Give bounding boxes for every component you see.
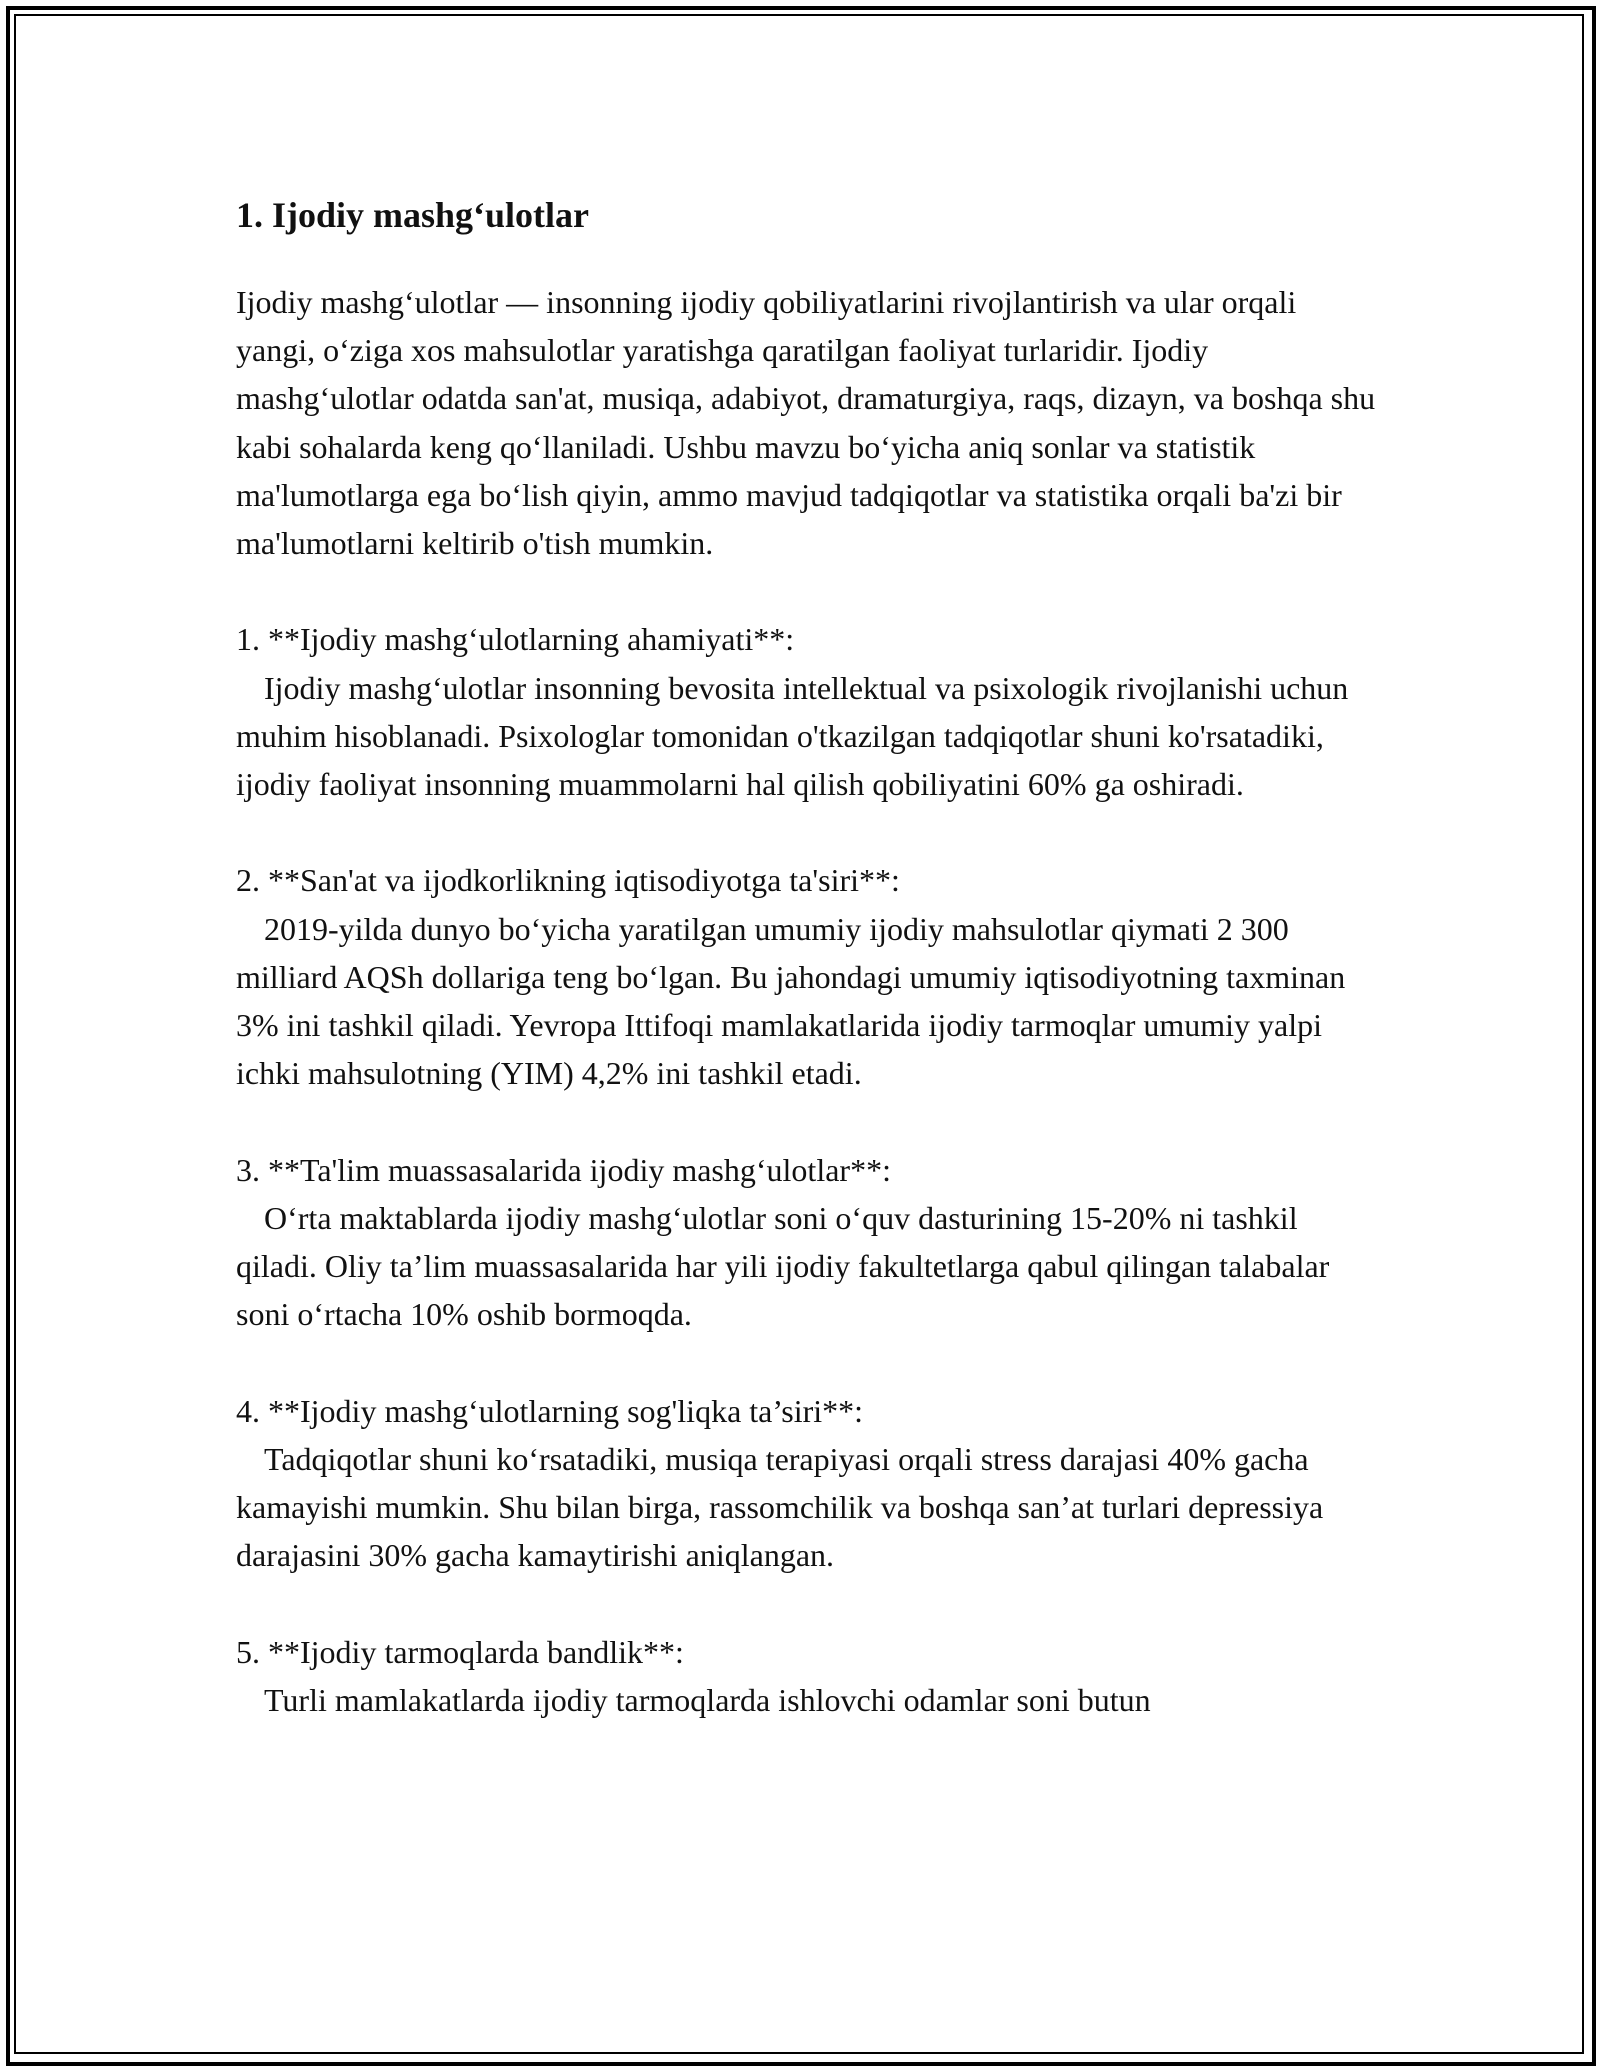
list-item-title: 5. **Ijodiy tarmoqlarda bandlik**: (236, 1633, 684, 1670)
list-item-body: 2019-yilda dunyo bo‘yicha yaratilgan umumiy ijodiy mahsulotlar qiymati 2 300 milliard AQSh dollariga teng bo‘lgan. Bu jahondagi umumiy iqtisodiyotning taxminan 3% ini tashkil qiladi. Yevropa Ittifoqi mamlakatlarida ijodiy tarmoqlar umumiy yalpi ichki mahsulotning (YIM) 4,2% ini tashkil etadi. (236, 910, 1346, 1092)
list-item-title: 2. **San'at va ijodkorlikning iqtisodiyotga ta'siri**: (236, 862, 900, 899)
list-item (236, 1387, 1376, 1580)
intro-paragraph: Ijodiy mashg‘ulotlar — insonning ijodiy qobiliyatlarini rivojlantirish va ular orqali yangi, o‘ziga xos mahsulotlar yaratishga qaratilgan faoliyat turlaridir. Ijodiy mashg‘ulotlar odatda san'at, musiqa, adabiyot, dramaturgiya, raqs, dizayn, va boshqa shu kabi sohalarda keng qo‘llaniladi. Ushbu mavzu bo‘yicha aniq sonlar va statistik ma'lumotlarga ega bo‘lish qiyin, ammo mavjud tadqiqotlar va statistika orqali ba'zi bir ma'lumotlarni keltirib o'tish mumkin. (236, 284, 1376, 562)
list-item (236, 615, 1376, 808)
list-item-body: O‘rta maktablarda ijodiy mashg‘ulotlar soni o‘quv dasturining 15-20% ni tashkil qiladi. Oliy ta’lim muassasalarida har yili ijodiy fakultetlarga qabul qilingan talabalar soni o‘rtacha 10% oshib bormoqda. (236, 1199, 1330, 1333)
paragraph-spacer (236, 1579, 1376, 1627)
section-heading: 1. Ijodiy mashg‘ulotlar (236, 195, 590, 235)
list-item-body: Ijodiy mashg‘ulotlar insonning bevosita intellektual va psixologik rivojlanishi uchun muhim hisoblanadi. Psixologlar tomonidan o'tkazilgan tadqiqotlar shuni ko'rsatadiki, ijodiy faoliyat insonning muammolarni hal qilish qobiliyatini 60% ga oshiradi. (236, 669, 1349, 803)
list-item-body: Turli mamlakatlarda ijodiy tarmoqlarda ishlovchi odamlar soni butun (264, 1681, 1151, 1718)
list-item-body: Tadqiqotlar shuni ko‘rsatadiki, musiqa terapiyasi orqali stress darajasi 40% gacha kamayishi mumkin. Shu bilan birga, rassomchilik va boshqa san’at turlari depressiya darajasini 30% gacha kamaytirishi aniqlangan. (236, 1440, 1324, 1574)
list-item-title: 4. **Ijodiy mashg‘ulotlarning sog'liqka ta’siri**: (236, 1392, 864, 1429)
paragraph-spacer (236, 808, 1376, 856)
paragraph-spacer (236, 1338, 1376, 1386)
paragraph-spacer (236, 1097, 1376, 1145)
list-item (236, 1628, 1376, 1724)
list-item (236, 1146, 1376, 1339)
document-page (236, 180, 1376, 1724)
list-item-title: 1. **Ijodiy mashg‘ulotlarning ahamiyati**: (236, 621, 795, 658)
paragraph-spacer (236, 567, 1376, 615)
list-item (236, 856, 1376, 1097)
list-item-title: 3. **Ta'lim muassasalarida ijodiy mashg‘ulotlar**: (236, 1151, 891, 1188)
